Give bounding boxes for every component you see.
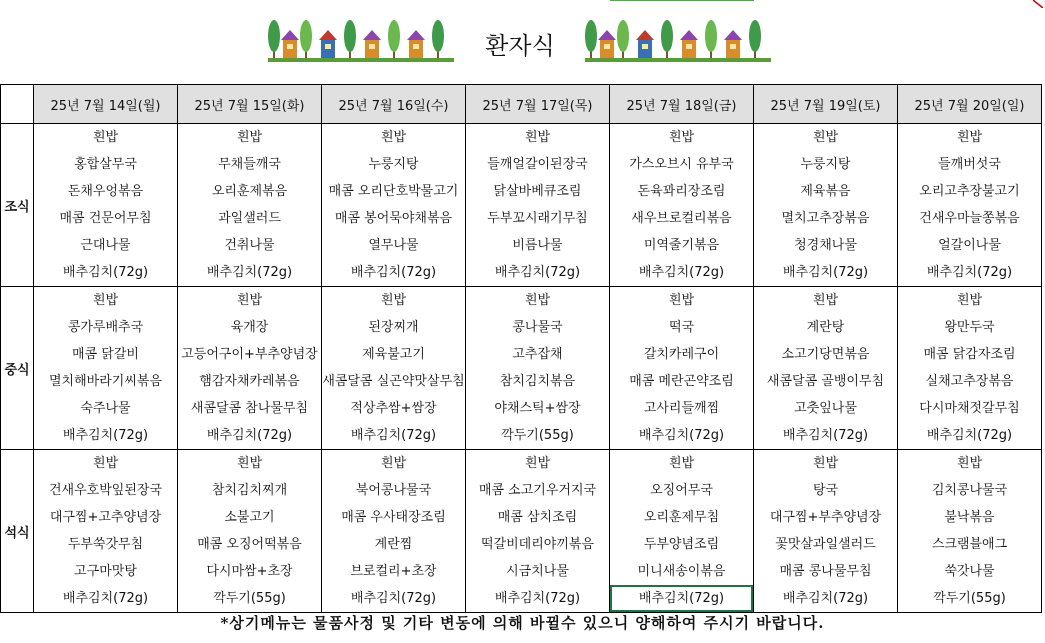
menu-cell — [178, 450, 322, 613]
menu-item[interactable]: 계란찜 — [374, 537, 413, 552]
menu-item[interactable]: 햄감자채카레볶음 — [199, 374, 300, 389]
gridline-accent — [610, 0, 754, 1]
menu-item[interactable]: 매콤 봉어묵야채볶음 — [334, 211, 453, 226]
menu-item[interactable]: 브로컬리+초장 — [350, 564, 437, 579]
menu-item[interactable]: 김치콩나물국 — [931, 483, 1008, 498]
page-title: 환자식 — [485, 32, 555, 60]
menu-item[interactable]: 배추김치(72g) — [782, 591, 869, 606]
menu-item[interactable]: 흰밥 — [92, 293, 119, 308]
menu-item[interactable]: 소고기당면볶음 — [781, 347, 870, 362]
menu-item[interactable]: 돈육꽈리장조림 — [637, 184, 726, 199]
menu-item[interactable]: 두부쑥갓무침 — [67, 537, 144, 552]
menu-item[interactable]: 참치김치찌개 — [211, 483, 288, 498]
menu-item[interactable]: 육개장 — [230, 320, 269, 335]
menu-item[interactable]: 과일샐러드 — [218, 211, 281, 226]
corner-arrow-icon — [1033, 0, 1043, 8]
menu-item[interactable]: 오리고추장불고기 — [919, 184, 1020, 199]
menu-item[interactable]: 흰밥 — [524, 130, 551, 145]
menu-item[interactable]: 청경채나물 — [794, 238, 857, 253]
menu-item[interactable]: 배추김치(72g) — [62, 265, 149, 280]
menu-item[interactable]: 흰밥 — [92, 456, 119, 471]
menu-item[interactable]: 흰밥 — [236, 456, 263, 471]
menu-cell — [178, 124, 322, 287]
menu-item[interactable]: 배추김치(72g) — [62, 591, 149, 606]
menu-item[interactable]: 고등어구이+부추양념장 — [181, 347, 318, 362]
menu-item[interactable]: 매콤 콩나물무침 — [779, 564, 872, 579]
menu-item[interactable]: 매콤 소고기우거지국 — [478, 483, 597, 498]
menu-item[interactable]: 흰밥 — [92, 130, 119, 145]
menu-item[interactable]: 꽃맛살과일샐러드 — [775, 537, 876, 552]
menu-cell — [754, 450, 898, 613]
date-header[interactable]: 25년 7월 14일(월) — [34, 85, 178, 124]
menu-item[interactable]: 콩나물국 — [512, 320, 563, 335]
menu-item[interactable]: 북어콩나물국 — [355, 483, 432, 498]
menu-item[interactable]: 대구찜+고추양념장 — [49, 510, 162, 525]
menu-item[interactable]: 흰밥 — [380, 130, 407, 145]
menu-item[interactable]: 들깨얼갈이된장국 — [487, 157, 588, 172]
menu-item[interactable]: 매콤 닭갈비 — [72, 347, 139, 362]
menu-item[interactable]: 배추김치(72g) — [638, 265, 725, 280]
menu-item[interactable]: 배추김치(72g) — [926, 428, 1013, 443]
menu-cell — [898, 287, 1042, 450]
house-illustration-right — [585, 16, 771, 62]
menu-item[interactable]: 흰밥 — [524, 456, 551, 471]
menu-cell — [34, 287, 178, 450]
menu-item[interactable]: 소불고기 — [224, 510, 275, 525]
menu-item[interactable]: 새콤달콤 실곤약맛살무침 — [322, 374, 465, 389]
menu-item[interactable]: 깍두기(55g) — [213, 591, 286, 606]
menu-item[interactable]: 계란탕 — [806, 320, 845, 335]
menu-item[interactable]: 흰밥 — [668, 456, 695, 471]
menu-item[interactable]: 흰밥 — [956, 293, 983, 308]
menu-item[interactable]: 참치김치볶음 — [499, 374, 576, 389]
meal-row — [1, 450, 1042, 613]
menu-item[interactable]: 숙주나물 — [80, 401, 131, 416]
menu-cell — [898, 124, 1042, 287]
meal-label[interactable]: 중식 — [1, 287, 34, 450]
menu-cell — [178, 287, 322, 450]
meal-label[interactable]: 조식 — [1, 124, 34, 287]
menu-item[interactable]: 콩가루배추국 — [67, 320, 144, 335]
menu-item[interactable]: 건취나물 — [224, 238, 275, 253]
menu-item[interactable]: 깍두기(55g) — [501, 428, 574, 443]
menu-item[interactable]: 배추김치(72g) — [926, 265, 1013, 280]
menu-item[interactable]: 불낙볶음 — [944, 510, 995, 525]
title-area — [0, 0, 1045, 82]
menu-item[interactable]: 흰밥 — [524, 293, 551, 308]
menu-item[interactable]: 흰밥 — [236, 130, 263, 145]
menu-item[interactable]: 매콤 메란곤약조림 — [629, 374, 734, 389]
date-header[interactable]: 25년 7월 19일(토) — [754, 85, 898, 124]
menu-item[interactable]: 근대나물 — [80, 238, 131, 253]
menu-item[interactable]: 흰밥 — [812, 130, 839, 145]
menu-item[interactable]: 오징어무국 — [650, 483, 713, 498]
meal-label[interactable]: 석식 — [1, 450, 34, 613]
menu-item[interactable]: 새콤달콤 참나물무침 — [190, 401, 309, 416]
notice-footer: *상기메뉴는 물품사정 및 기타 변동에 의해 바뀔수 있으니 양해하여 주시기 바랍니다. — [220, 614, 825, 632]
menu-item[interactable]: 돈채우엉볶음 — [67, 184, 144, 199]
menu-item[interactable]: 실채고추장볶음 — [925, 374, 1014, 389]
meal-row — [1, 124, 1042, 287]
menu-item[interactable]: 배추김치(72g) — [206, 265, 293, 280]
menu-item[interactable]: 고구마맛탕 — [74, 564, 137, 579]
menu-cell — [898, 450, 1042, 613]
menu-item[interactable]: 새우브로컬리볶음 — [631, 211, 732, 226]
menu-item[interactable]: 배추김치(72g) — [782, 265, 869, 280]
menu-item[interactable]: 왕만두국 — [944, 320, 995, 335]
date-header[interactable]: 25년 7월 18일(금) — [610, 85, 754, 124]
menu-item[interactable]: 얼갈이나물 — [938, 238, 1001, 253]
menu-item[interactable]: 매콤 삼치조림 — [497, 510, 578, 525]
menu-item[interactable]: 배추김치(72g) — [206, 428, 293, 443]
menu-item[interactable]: 누룽지탕 — [800, 157, 851, 172]
menu-item[interactable]: 건새우호박잎된장국 — [48, 483, 163, 498]
menu-item[interactable]: 오리훈제볶음 — [211, 184, 288, 199]
menu-item[interactable]: 야채스틱+쌈장 — [494, 401, 581, 416]
menu-item[interactable]: 떡갈비데리야끼볶음 — [480, 537, 595, 552]
menu-item[interactable]: 고춧잎나물 — [794, 401, 857, 416]
menu-item[interactable]: 매콤 오리단호박물고기 — [328, 184, 459, 199]
menu-cell — [466, 287, 610, 450]
menu-item[interactable]: 비름나물 — [512, 238, 563, 253]
menu-item[interactable]: 적상추쌈+쌈장 — [350, 401, 437, 416]
menu-item[interactable]: 흰밥 — [668, 293, 695, 308]
menu-item[interactable]: 매콤 오징어떡볶음 — [197, 537, 302, 552]
menu-item[interactable]: 배추김치(72g) — [638, 428, 725, 443]
menu-item[interactable]: 두부양념조림 — [643, 537, 720, 552]
menu-item[interactable]: 멸치해바라기씨볶음 — [48, 374, 163, 389]
menu-cell — [34, 450, 178, 613]
selected-menu-item[interactable]: 배추김치(72g) — [610, 585, 753, 612]
date-header[interactable]: 25년 7월 15일(화) — [178, 85, 322, 124]
menu-item[interactable]: 제육볶음 — [800, 184, 851, 199]
menu-cell — [34, 124, 178, 287]
date-header[interactable]: 25년 7월 17일(목) — [466, 85, 610, 124]
menu-item[interactable]: 가스오브시 유부국 — [629, 157, 734, 172]
menu-item[interactable]: 두부꼬시래기무침 — [487, 211, 588, 226]
menu-item[interactable]: 쑥갓나물 — [944, 564, 995, 579]
menu-cell — [610, 450, 754, 613]
menu-item[interactable]: 흰밥 — [668, 130, 695, 145]
menu-cell — [610, 124, 754, 287]
menu-cell — [610, 287, 754, 450]
menu-item[interactable]: 흰밥 — [956, 456, 983, 471]
menu-cell — [466, 450, 610, 613]
menu-item[interactable]: 대구찜+부추양념장 — [769, 510, 882, 525]
menu-item[interactable]: 들깨버섯국 — [938, 157, 1001, 172]
menu-item[interactable]: 매콤 우사태장조림 — [341, 510, 446, 525]
menu-cell — [754, 287, 898, 450]
menu-item[interactable]: 흰밥 — [812, 456, 839, 471]
menu-item[interactable]: 배추김치(72g) — [782, 428, 869, 443]
house-illustration-left — [268, 16, 454, 62]
menu-item[interactable]: 홍합살무국 — [74, 157, 137, 172]
menu-item[interactable]: 무채들깨국 — [218, 157, 281, 172]
menu-item[interactable]: 배추김치(72g) — [350, 265, 437, 280]
menu-item[interactable]: 매콤 건문어무침 — [59, 211, 152, 226]
menu-item[interactable]: 시금치나물 — [506, 564, 569, 579]
menu-item[interactable]: 미역줄기볶음 — [643, 238, 720, 253]
meal-row — [1, 287, 1042, 450]
menu-cell — [466, 124, 610, 287]
menu-item[interactable]: 배추김치(72g) — [350, 591, 437, 606]
date-header-row — [1, 85, 1042, 124]
menu-item[interactable]: 탕국 — [812, 483, 839, 498]
menu-item[interactable]: 누룽지탕 — [368, 157, 419, 172]
date-header[interactable]: 25년 7월 20일(일) — [898, 85, 1042, 124]
menu-cell — [322, 287, 466, 450]
menu-item[interactable]: 흰밥 — [236, 293, 263, 308]
menu-item[interactable]: 고추잡채 — [512, 347, 563, 362]
menu-item[interactable]: 떡국 — [668, 320, 695, 335]
menu-item[interactable]: 흰밥 — [956, 130, 983, 145]
menu-item[interactable]: 흰밥 — [380, 456, 407, 471]
menu-table — [0, 84, 1042, 613]
menu-item[interactable]: 흰밥 — [812, 293, 839, 308]
menu-cell — [322, 450, 466, 613]
menu-item[interactable]: 다시마쌈+초장 — [206, 564, 293, 579]
menu-item[interactable]: 새콤달콤 골뱅이무침 — [766, 374, 885, 389]
date-header[interactable]: 25년 7월 16일(수) — [322, 85, 466, 124]
menu-item[interactable]: 배추김치(72g) — [494, 591, 581, 606]
menu-item[interactable]: 다시마채젓갈무침 — [919, 401, 1020, 416]
menu-item[interactable]: 배추김치(72g) — [350, 428, 437, 443]
menu-item[interactable]: 배추김치(72g) — [494, 265, 581, 280]
menu-item[interactable]: 된장찌개 — [368, 320, 419, 335]
menu-item[interactable]: 고사리들깨찜 — [643, 401, 720, 416]
menu-cell — [754, 124, 898, 287]
menu-item[interactable]: 제육불고기 — [362, 347, 425, 362]
menu-item[interactable]: 갈치카레구이 — [643, 347, 720, 362]
menu-item[interactable]: 미니새송이볶음 — [637, 564, 726, 579]
menu-item[interactable]: 흰밥 — [380, 293, 407, 308]
menu-cell — [322, 124, 466, 287]
menu-item[interactable]: 닭살바베큐조림 — [493, 184, 582, 199]
corner-cell[interactable] — [1, 85, 34, 124]
menu-item[interactable]: 스크램블애그 — [931, 537, 1008, 552]
menu-item[interactable]: 깍두기(55g) — [933, 591, 1006, 606]
menu-item[interactable]: 열무나물 — [368, 238, 419, 253]
menu-item[interactable]: 오리훈제무침 — [643, 510, 720, 525]
menu-item[interactable]: 멸치고추장볶음 — [781, 211, 870, 226]
menu-item[interactable]: 건새우마늘쫑볶음 — [919, 211, 1020, 226]
menu-item[interactable]: 배추김치(72g) — [62, 428, 149, 443]
menu-item[interactable]: 매콤 닭감자조림 — [923, 347, 1016, 362]
